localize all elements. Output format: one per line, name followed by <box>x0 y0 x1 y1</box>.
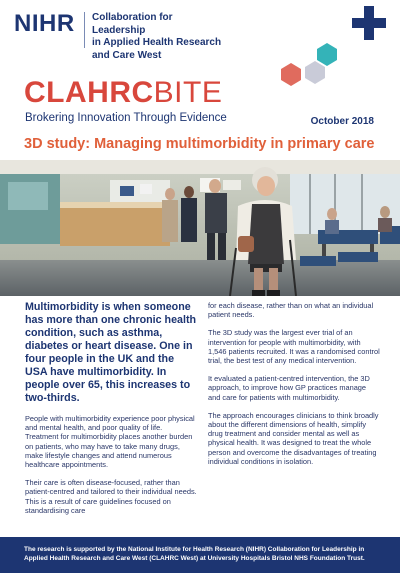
body-paragraph: People with multimorbidity experience poor physical and mental health, and poor quality of life. Treatment for multimorbidity places another burden on patients, who may have to take many drugs, make lifestyle changes and attend numerous healthcare appointments. <box>25 414 195 470</box>
collaboration-text <box>92 12 222 62</box>
hexagon-red <box>281 63 301 86</box>
hexagon-teal <box>317 43 337 66</box>
body-paragraph: It evaluated a patient-centred intervention, the 3D approach, to improve how GP practices manage and care for patients with multimorbidity. <box>208 374 370 402</box>
footer-banner <box>0 537 400 573</box>
logo-divider <box>84 12 85 48</box>
nihr-logo: NIHR <box>14 10 75 37</box>
hexagon-cluster-icon <box>275 42 345 96</box>
body-paragraph: The approach encourages clinicians to think broadly about the different dimensions of health, simplify drug treatment and consider mental as well as physical health. It was designed to treat the whole person and overcome the disadvantages of treating individual conditions in isolation. <box>208 410 379 466</box>
collaboration-line-2: in Applied Health Research <box>92 37 222 48</box>
waiting-room-photo <box>0 160 400 296</box>
issue-date: October 2018 <box>310 116 374 127</box>
collaboration-line-1: Collaboration for Leadership <box>92 12 173 36</box>
brand-title-light: BITE <box>153 76 223 109</box>
brand-subtitle: Brokering Innovation Through Evidence <box>25 112 227 124</box>
body-paragraph: for each disease, rather than on what an individual patient needs. <box>208 301 374 320</box>
right-column <box>208 301 380 475</box>
brand-title <box>24 76 222 110</box>
collaboration-line-3: and Care West <box>92 49 162 61</box>
footer-text: The research is supported by the National Institute for Health Research (NIHR) Collaboration for Leadership in Applied Health Research and Care West (CLAHRC West) at University Hospitals Bristol NHS Foundation Trust. <box>24 546 365 562</box>
body-paragraph: The 3D study was the largest ever trial of an intervention for people with multimorbidity, with 1,546 patients recruited. It was a randomised control trial, the best test of any medical intervention. <box>208 328 380 366</box>
article-title: 3D study: Managing multimorbidity in primary care <box>24 136 375 152</box>
body-paragraph: Their care is often disease-focused, rather than patient-centred and tailored to their individual needs. This is a result of care guidelines focused on standardising care <box>25 478 197 515</box>
left-column <box>25 301 197 524</box>
hexagon-grey <box>305 61 325 84</box>
brand-title-bold: CLAHRC <box>24 76 154 109</box>
plus-icon <box>352 6 386 40</box>
lede-paragraph: Multimorbidity is when someone has more than one chronic health condition, such as asthma, diabetes or heart disease. One in four people in the UK and the USA have multimorbidity. In people over 65, this increases to two-thirds. <box>25 301 197 404</box>
